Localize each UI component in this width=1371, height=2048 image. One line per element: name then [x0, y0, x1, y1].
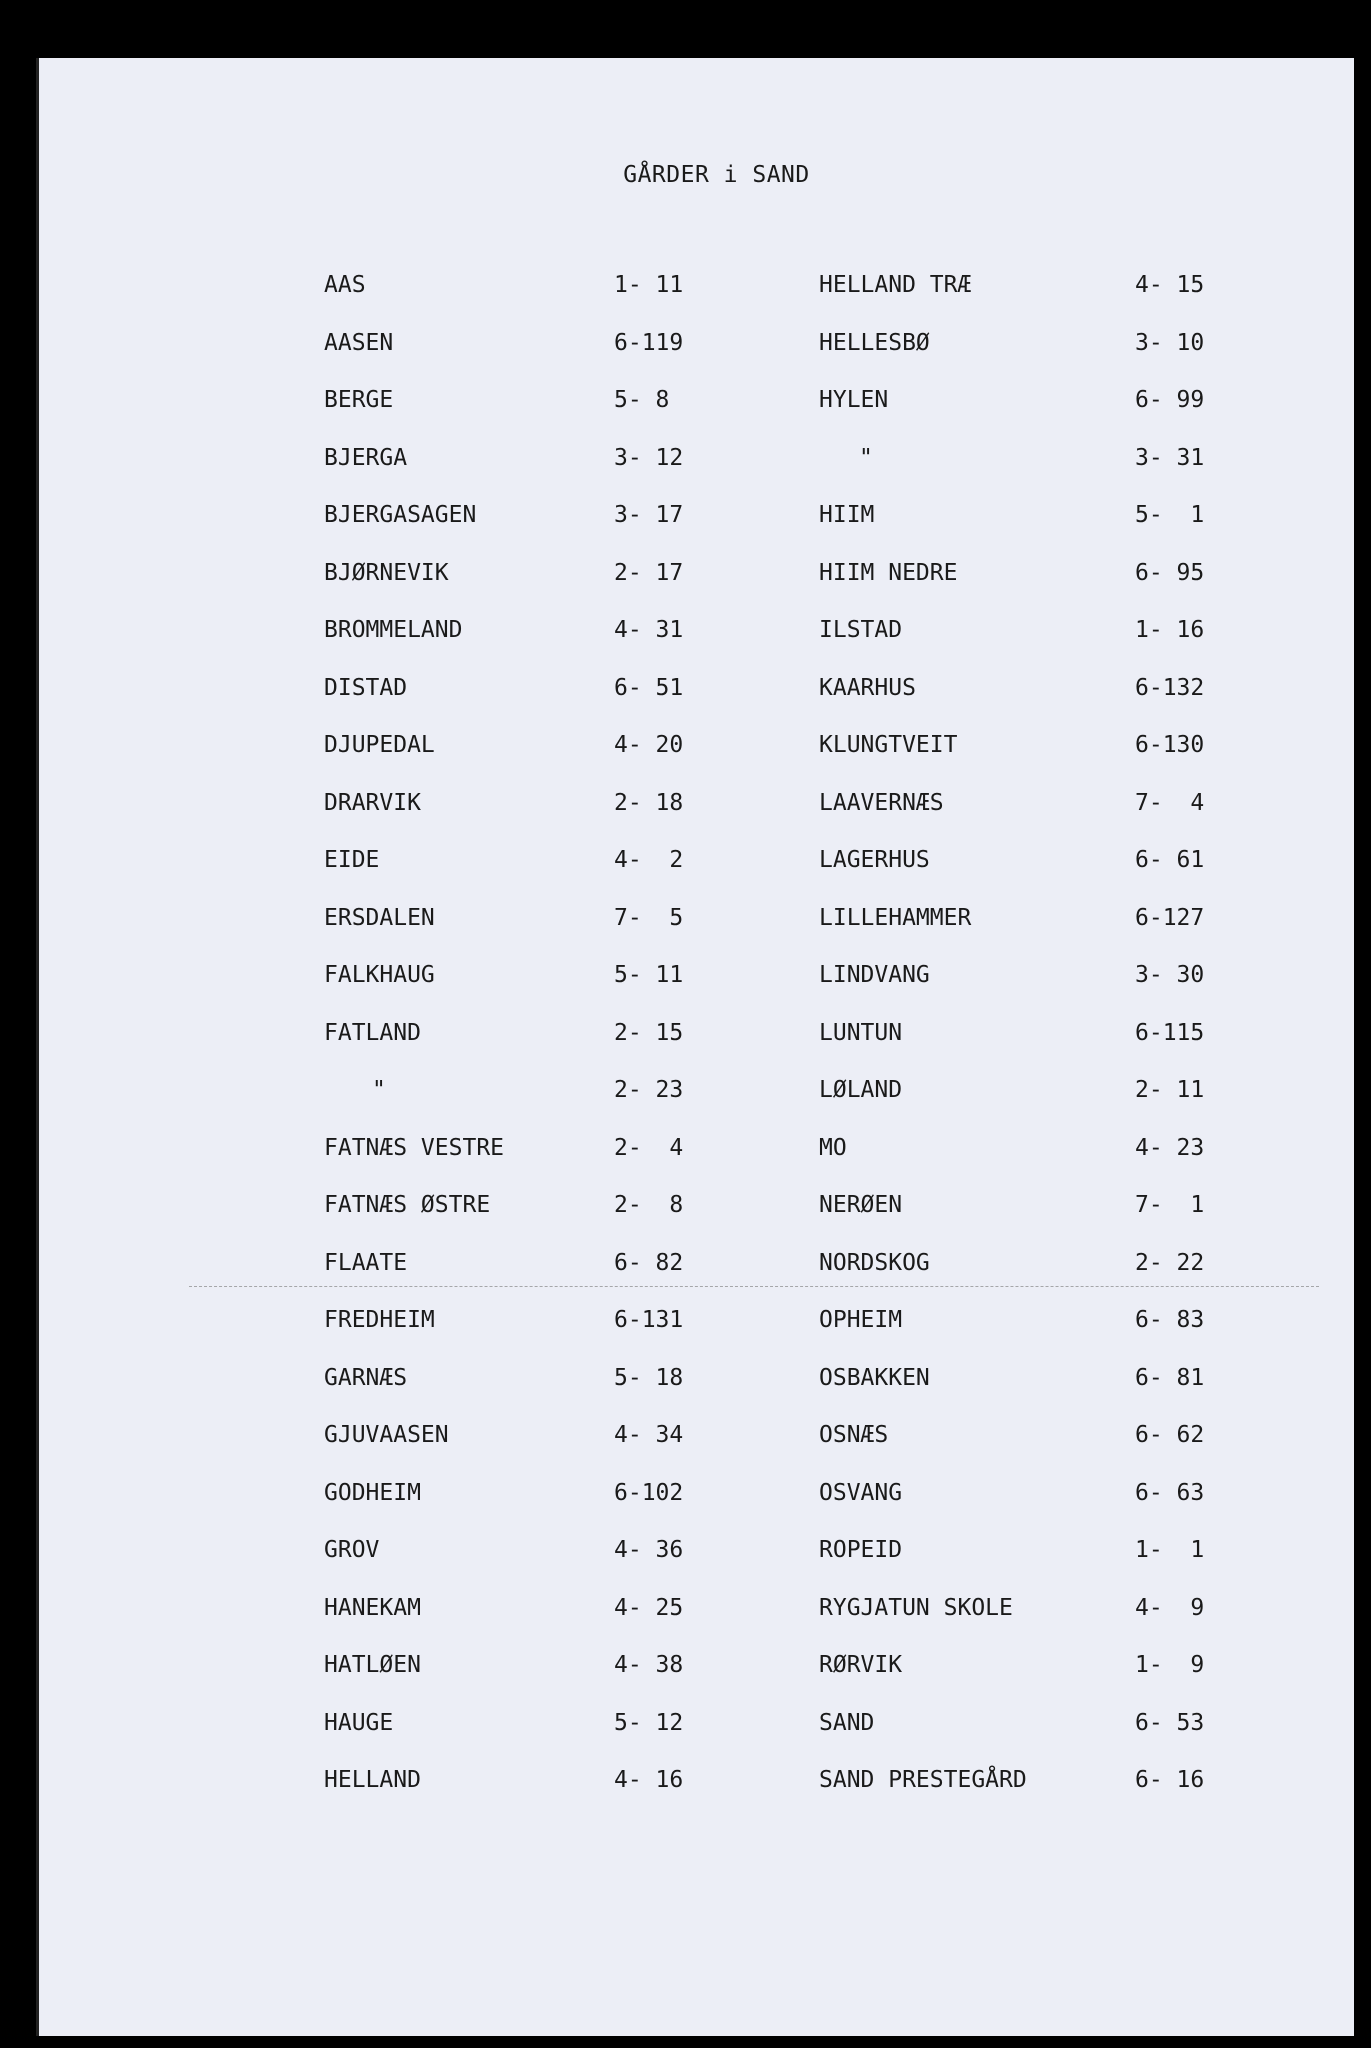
- list-item: [324, 1192, 744, 1250]
- farm-reference: 1- 11: [614, 272, 684, 298]
- list-item: [324, 1422, 744, 1480]
- farm-reference: 4- 38: [614, 1652, 684, 1678]
- list-item: [819, 1537, 1239, 1595]
- farm-reference: 2- 11: [1135, 1077, 1205, 1103]
- list-item: [324, 790, 744, 848]
- farm-name: HELLESBØ: [819, 329, 930, 356]
- farm-reference: 4- 25: [614, 1594, 684, 1621]
- list-item: [819, 502, 1239, 560]
- list-item: [819, 1135, 1239, 1193]
- document-page: [36, 58, 1354, 2036]
- list-item: [324, 1250, 744, 1308]
- farm-name: LØLAND: [819, 1077, 903, 1103]
- farm-name: OSBAKKEN: [819, 1364, 930, 1391]
- list-item: [819, 1077, 1239, 1135]
- farm-reference: 2- 23: [614, 1077, 684, 1103]
- farm-reference: 6- 81: [1135, 1364, 1205, 1391]
- farm-name: DRARVIK: [324, 789, 421, 816]
- farm-reference: 6- 62: [1135, 1422, 1205, 1448]
- list-item: [324, 732, 744, 790]
- farm-reference: 2- 17: [614, 559, 684, 586]
- farm-name: OSVANG: [819, 1479, 903, 1506]
- farm-name: AAS: [324, 272, 366, 298]
- farm-reference: 6- 51: [614, 674, 684, 701]
- list-item: [324, 962, 744, 1020]
- farm-name: ERSDALEN: [324, 904, 435, 931]
- farm-name: LUNTUN: [819, 1019, 903, 1046]
- list-item: [819, 1422, 1239, 1480]
- farm-reference: 7- 4: [1135, 789, 1205, 816]
- list-item: [819, 847, 1239, 905]
- farm-reference: 4- 36: [614, 1537, 684, 1563]
- farm-name: BJERGASAGEN: [324, 502, 477, 528]
- list-item: [819, 1365, 1239, 1423]
- farm-name: NORDSKOG: [819, 1249, 930, 1276]
- farm-name: RØRVIK: [819, 1652, 903, 1678]
- list-item: [819, 1595, 1239, 1653]
- farm-reference: 2- 22: [1135, 1249, 1205, 1276]
- farm-reference: 4- 16: [614, 1767, 684, 1793]
- list-item: [819, 387, 1239, 445]
- farm-name: DISTAD: [324, 674, 408, 701]
- farm-name: BJØRNEVIK: [324, 559, 449, 586]
- farm-reference: 6- 82: [614, 1249, 684, 1276]
- list-item: [324, 330, 744, 388]
- list-item: [819, 1767, 1239, 1825]
- farm-reference: 4- 20: [614, 732, 684, 758]
- farm-name: ": [372, 1077, 386, 1103]
- list-item: [324, 1710, 744, 1768]
- list-item: [324, 1537, 744, 1595]
- farm-name: ": [859, 444, 873, 471]
- farm-reference: 5- 1: [1135, 502, 1205, 528]
- farm-reference: 6-127: [1135, 904, 1205, 931]
- list-item: [324, 1307, 744, 1365]
- list-item: [324, 502, 744, 560]
- list-item: [324, 617, 744, 675]
- list-item: [324, 1595, 744, 1653]
- farm-name: NERØEN: [819, 1192, 903, 1218]
- farm-name: HELLAND TRÆ: [819, 272, 972, 298]
- farm-reference: 4- 9: [1135, 1594, 1205, 1621]
- farm-name: EIDE: [324, 847, 380, 873]
- farm-reference: 4- 23: [1135, 1134, 1205, 1161]
- farm-name: SAND PRESTEGÅRD: [819, 1767, 1027, 1793]
- farm-reference: 7- 5: [614, 904, 684, 931]
- farm-reference: 1- 9: [1135, 1652, 1205, 1678]
- page-title: GÅRDER i SAND: [623, 162, 810, 188]
- farm-name: HIIM NEDRE: [819, 559, 958, 586]
- fold-line: [189, 1286, 1319, 1287]
- list-item: [819, 445, 1239, 503]
- farm-reference: 3- 12: [614, 444, 684, 471]
- farm-reference: 3- 30: [1135, 962, 1205, 988]
- farm-name: HELLAND: [324, 1767, 421, 1793]
- farm-name: KLUNGTVEIT: [819, 732, 958, 758]
- list-item: [324, 1480, 744, 1538]
- farm-reference: 2- 18: [614, 789, 684, 816]
- list-item: [324, 445, 744, 503]
- farm-reference: 1- 16: [1135, 617, 1205, 643]
- farm-reference: 6-132: [1135, 674, 1205, 701]
- list-item: [819, 1652, 1239, 1710]
- farm-reference: 4- 34: [614, 1422, 684, 1448]
- farm-name: LINDVANG: [819, 962, 930, 988]
- farm-reference: 5- 8: [614, 387, 670, 413]
- farm-reference: 2- 4: [614, 1134, 684, 1161]
- farm-name: BROMMELAND: [324, 617, 463, 643]
- farm-reference: 6- 53: [1135, 1709, 1205, 1736]
- list-item: [324, 560, 744, 618]
- farm-name: AASEN: [324, 329, 394, 356]
- farm-reference: 2- 8: [614, 1192, 684, 1218]
- farm-name: RYGJATUN SKOLE: [819, 1594, 1013, 1621]
- farm-name: OPHEIM: [819, 1307, 903, 1333]
- farm-reference: 6- 63: [1135, 1479, 1205, 1506]
- farm-reference: 4- 15: [1135, 272, 1205, 298]
- farm-name: FREDHEIM: [324, 1307, 435, 1333]
- farm-reference: 5- 12: [614, 1709, 684, 1736]
- list-item: [324, 1020, 744, 1078]
- list-item: [324, 905, 744, 963]
- farm-reference: 3- 31: [1135, 444, 1205, 471]
- farm-reference: 6- 83: [1135, 1307, 1205, 1333]
- farm-name: GJUVAASEN: [324, 1422, 449, 1448]
- farm-name: FALKHAUG: [324, 962, 435, 988]
- right-column: [819, 272, 1239, 1825]
- farm-reference: 7- 1: [1135, 1192, 1205, 1218]
- farm-reference: 6- 99: [1135, 387, 1205, 413]
- list-item: [819, 1192, 1239, 1250]
- farm-name: HIIM: [819, 502, 875, 528]
- list-item: [819, 272, 1239, 330]
- farm-name: LILLEHAMMER: [819, 904, 972, 931]
- farm-name: GODHEIM: [324, 1479, 421, 1506]
- farm-name: SAND: [819, 1709, 875, 1736]
- farm-name: GROV: [324, 1537, 380, 1563]
- farm-name: GARNÆS: [324, 1364, 408, 1391]
- farm-name: DJUPEDAL: [324, 732, 435, 758]
- farm-name: HAUGE: [324, 1709, 394, 1736]
- farm-name: BERGE: [324, 387, 394, 413]
- list-item: [324, 387, 744, 445]
- farm-reference: 6- 95: [1135, 559, 1205, 586]
- farm-reference: 5- 18: [614, 1364, 684, 1391]
- list-item: [819, 1480, 1239, 1538]
- list-item: [819, 905, 1239, 963]
- list-item: [324, 1077, 744, 1135]
- farm-reference: 1- 1: [1135, 1537, 1205, 1563]
- left-column: [324, 272, 744, 1825]
- farm-reference: 3- 10: [1135, 329, 1205, 356]
- farm-name: HANEKAM: [324, 1594, 421, 1621]
- farm-reference: 6- 16: [1135, 1767, 1205, 1793]
- farm-reference: 6-102: [614, 1479, 684, 1506]
- farm-reference: 6- 61: [1135, 847, 1205, 873]
- list-item: [324, 675, 744, 733]
- farm-name: LAGERHUS: [819, 847, 930, 873]
- list-item: [819, 675, 1239, 733]
- list-item: [324, 1652, 744, 1710]
- farm-name: LAAVERNÆS: [819, 789, 944, 816]
- farm-name: BJERGA: [324, 444, 408, 471]
- farm-name: KAARHUS: [819, 674, 916, 701]
- list-item: [819, 1020, 1239, 1078]
- farm-name: ROPEID: [819, 1537, 903, 1563]
- farm-reference: 6-130: [1135, 732, 1205, 758]
- list-item: [819, 790, 1239, 848]
- farm-name: FLAATE: [324, 1249, 408, 1276]
- list-item: [324, 847, 744, 905]
- farm-reference: 4- 31: [614, 617, 684, 643]
- farm-name: HYLEN: [819, 387, 889, 413]
- farm-name: ILSTAD: [819, 617, 903, 643]
- farm-name: FATNÆS ØSTRE: [324, 1192, 491, 1218]
- list-item: [324, 1767, 744, 1825]
- farm-reference: 3- 17: [614, 502, 684, 528]
- farm-reference: 4- 2: [614, 847, 684, 873]
- list-item: [324, 1365, 744, 1423]
- list-item: [819, 732, 1239, 790]
- list-item: [324, 1135, 744, 1193]
- farm-reference: 6-115: [1135, 1019, 1205, 1046]
- farm-name: MO: [819, 1134, 847, 1161]
- farm-name: OSNÆS: [819, 1422, 889, 1448]
- farm-reference: 6-119: [614, 329, 684, 356]
- farm-reference: 5- 11: [614, 962, 684, 988]
- list-item: [819, 1250, 1239, 1308]
- farm-reference: 2- 15: [614, 1019, 684, 1046]
- list-item: [324, 272, 744, 330]
- list-item: [819, 962, 1239, 1020]
- farm-name: HATLØEN: [324, 1652, 421, 1678]
- farm-name: FATLAND: [324, 1019, 421, 1046]
- list-item: [819, 1307, 1239, 1365]
- list-item: [819, 617, 1239, 675]
- farm-name: FATNÆS VESTRE: [324, 1134, 505, 1161]
- list-item: [819, 1710, 1239, 1768]
- list-item: [819, 330, 1239, 388]
- list-item: [819, 560, 1239, 618]
- farm-reference: 6-131: [614, 1307, 684, 1333]
